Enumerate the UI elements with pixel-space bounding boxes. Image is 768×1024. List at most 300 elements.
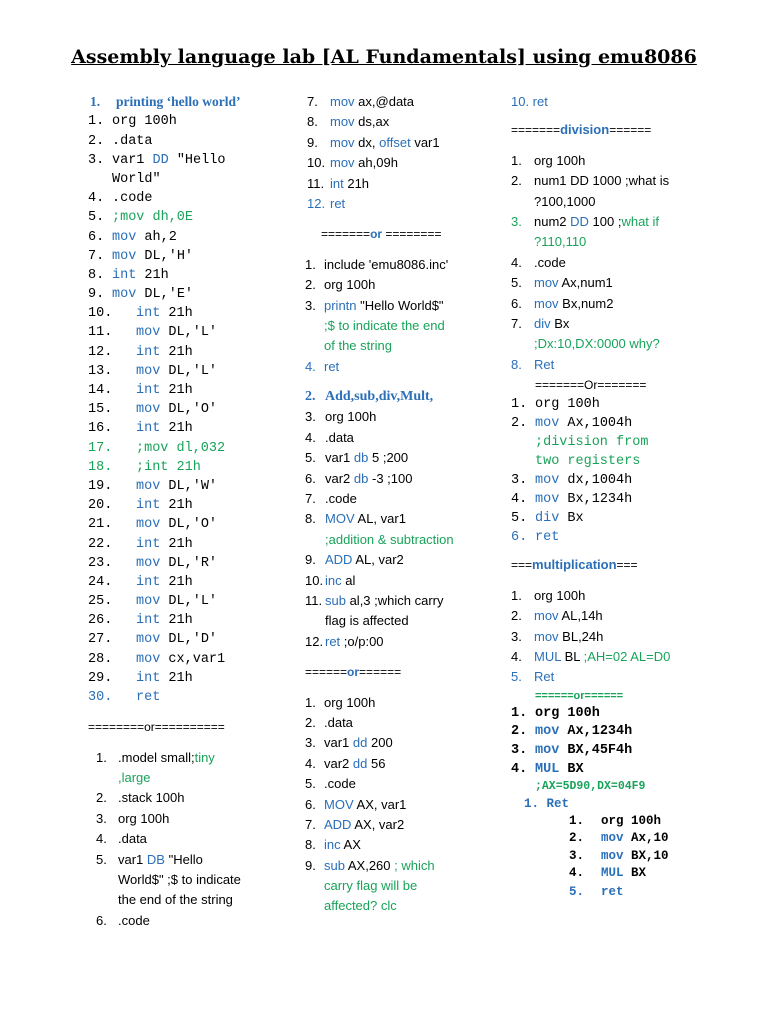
code-text: .stack 100h bbox=[118, 790, 185, 806]
code-list-hello bbox=[88, 112, 293, 707]
code-text: int 21h bbox=[136, 383, 193, 399]
line-number: 6. bbox=[511, 295, 522, 311]
code-line bbox=[305, 795, 500, 815]
line-number: 4. bbox=[305, 429, 316, 445]
code-line bbox=[305, 448, 500, 468]
code-text: var1 DD "Hello bbox=[112, 152, 226, 168]
code-text: MOV AL, var1 bbox=[325, 511, 406, 527]
code-line bbox=[88, 630, 293, 649]
code-text: printn "Hello World$" bbox=[324, 297, 444, 313]
code-text: org 100h bbox=[601, 814, 662, 829]
line-number: 5. bbox=[511, 669, 522, 685]
line-number: 2. bbox=[305, 714, 316, 730]
line-number: 2. bbox=[305, 277, 316, 293]
line-number: 3. bbox=[511, 743, 528, 758]
code-line bbox=[88, 768, 293, 788]
code-text: mov BX,10 bbox=[601, 848, 669, 863]
separator-or-div: =======Or======= bbox=[535, 378, 647, 393]
code-text: ret bbox=[535, 530, 560, 546]
code-text: inc AX bbox=[324, 837, 361, 853]
line-number: 1. bbox=[96, 749, 107, 765]
code-text: MUL BL ;AH=02 AL=D0 bbox=[534, 649, 671, 665]
code-line bbox=[88, 208, 293, 227]
code-line bbox=[511, 192, 761, 212]
code-list-include bbox=[305, 255, 500, 377]
code-line bbox=[305, 133, 500, 153]
code-line bbox=[511, 171, 761, 191]
code-text: MOV AX, var1 bbox=[324, 796, 407, 812]
code-text: .data bbox=[118, 831, 147, 847]
line-number: 5. bbox=[305, 450, 316, 466]
code-text: int 21h bbox=[136, 574, 193, 590]
code-text: org 100h bbox=[534, 587, 586, 603]
code-list-multiplication-2 bbox=[511, 705, 761, 779]
line-number: 9. bbox=[307, 134, 318, 150]
section-heading-hello: 1. printing ‘hello world’ bbox=[90, 94, 241, 109]
code-line bbox=[88, 304, 293, 323]
code-line bbox=[305, 194, 500, 214]
line-number: 6. bbox=[305, 796, 316, 812]
code-text: mov AL,14h bbox=[534, 608, 603, 624]
line-number: 29. bbox=[88, 670, 113, 686]
code-text: org 100h bbox=[534, 152, 586, 168]
code-text: mov DL,'W' bbox=[136, 478, 218, 494]
line-number: 7. bbox=[88, 248, 105, 264]
code-line bbox=[88, 381, 293, 400]
code-text: org 100h bbox=[535, 397, 600, 413]
code-line bbox=[88, 362, 293, 381]
code-line bbox=[305, 357, 500, 377]
code-line bbox=[567, 848, 761, 865]
comment-mul-result: ;AX=5D90,DX=04F9 bbox=[535, 780, 646, 794]
code-line bbox=[511, 212, 761, 232]
code-line bbox=[511, 452, 761, 471]
code-text: mov DL,'O' bbox=[136, 402, 218, 418]
code-line bbox=[88, 829, 293, 849]
code-text: sub AX,260 ; which bbox=[324, 857, 435, 873]
line-number: 3. bbox=[305, 409, 316, 425]
code-line bbox=[511, 490, 761, 509]
code-list-division bbox=[511, 151, 761, 375]
code-text: include 'emu8086.inc' bbox=[324, 256, 449, 272]
code-text: mov dx, offset var1 bbox=[330, 134, 440, 150]
code-text: .code bbox=[324, 776, 356, 792]
line-number: 8. bbox=[307, 114, 318, 130]
code-line bbox=[511, 647, 761, 667]
code-line bbox=[305, 856, 500, 876]
line-number: 7. bbox=[305, 491, 316, 507]
code-line bbox=[305, 489, 500, 509]
code-line bbox=[88, 688, 293, 707]
code-text: mov DL,'H' bbox=[112, 248, 194, 264]
line-number: 10. bbox=[305, 572, 324, 588]
code-text: var1 db 5 ;200 bbox=[325, 450, 409, 466]
code-text: org 100h bbox=[324, 694, 376, 710]
code-line bbox=[511, 723, 761, 742]
column-div-mul bbox=[511, 92, 761, 903]
line-number: 3. bbox=[511, 473, 528, 489]
line-number: 5. bbox=[511, 511, 528, 527]
line-number: 11. bbox=[305, 592, 323, 608]
code-line bbox=[511, 395, 761, 414]
line-number: 2. bbox=[569, 831, 585, 846]
code-line bbox=[88, 132, 293, 151]
code-line bbox=[88, 419, 293, 438]
line-number: 4. bbox=[511, 492, 528, 508]
code-text: int 21h bbox=[136, 498, 193, 514]
line-number: 9. bbox=[305, 552, 316, 568]
code-text: mov Ax,10 bbox=[601, 831, 669, 846]
code-text: .data bbox=[112, 133, 153, 149]
code-line bbox=[511, 528, 761, 547]
line-number: 3. bbox=[511, 213, 522, 229]
code-line-ret: 10. ret bbox=[511, 94, 548, 109]
code-text: ,large bbox=[118, 769, 151, 785]
code-list-continued bbox=[305, 92, 500, 214]
line-number: 18. bbox=[88, 459, 113, 475]
line-number: 7. bbox=[511, 315, 522, 331]
code-text: inc al bbox=[325, 572, 356, 588]
code-line bbox=[305, 407, 500, 427]
code-line bbox=[511, 742, 761, 761]
line-number: 1. bbox=[305, 694, 316, 710]
line-number: 2. bbox=[511, 724, 528, 740]
code-text: var2 dd 56 bbox=[324, 755, 386, 771]
code-text: Ret bbox=[534, 356, 555, 372]
line-number: 3. bbox=[305, 735, 316, 751]
code-line bbox=[305, 550, 500, 570]
code-line bbox=[511, 314, 761, 334]
code-text: .code bbox=[118, 912, 150, 928]
line-number: 20. bbox=[88, 498, 113, 514]
line-number: 22. bbox=[88, 536, 113, 552]
line-number: 4. bbox=[96, 831, 107, 847]
line-number: 24. bbox=[88, 574, 113, 590]
code-line bbox=[305, 153, 500, 173]
code-list-division-2 bbox=[511, 395, 761, 547]
line-number: 25. bbox=[88, 594, 113, 610]
code-line bbox=[511, 355, 761, 375]
separator-multiplication: ===multiplication=== bbox=[511, 557, 638, 573]
line-number: 8. bbox=[511, 356, 522, 372]
line-number: 7. bbox=[305, 816, 316, 832]
code-line bbox=[511, 334, 761, 354]
line-number: 15. bbox=[88, 402, 113, 418]
code-text: num1 DD 1000 ;what is bbox=[534, 173, 670, 189]
code-text: mov Ax,1004h bbox=[535, 416, 633, 432]
code-line-ret-mul: 1. Ret bbox=[524, 797, 570, 812]
line-number: 4. bbox=[569, 866, 585, 881]
code-text: Ret bbox=[534, 669, 555, 685]
line-number: 10. bbox=[88, 306, 113, 322]
code-line bbox=[305, 174, 500, 194]
line-number: 12. bbox=[88, 344, 113, 360]
code-text: flag is affected bbox=[325, 613, 409, 629]
code-text: mov DL,'L' bbox=[136, 363, 218, 379]
code-text: ;division from bbox=[535, 435, 649, 451]
code-text: ;mov dh,0E bbox=[112, 210, 194, 226]
code-line bbox=[511, 433, 761, 452]
line-number: 2. bbox=[511, 416, 528, 432]
code-text: ?100,1000 bbox=[534, 193, 596, 209]
line-number: 4. bbox=[305, 755, 316, 771]
code-text: ret bbox=[330, 195, 346, 211]
code-text: ret bbox=[324, 358, 340, 374]
code-line bbox=[88, 515, 293, 534]
code-line bbox=[511, 273, 761, 293]
code-line bbox=[567, 813, 761, 830]
code-text: .code bbox=[325, 491, 357, 507]
line-number: 3. bbox=[569, 848, 585, 863]
line-number: 12. bbox=[305, 633, 324, 649]
separator-or-mul: ======or====== bbox=[535, 689, 624, 702]
code-text: org 100h bbox=[325, 409, 377, 425]
code-text: affected? clc bbox=[324, 898, 397, 914]
code-line bbox=[511, 606, 761, 626]
code-line bbox=[511, 667, 761, 687]
code-list-add-2 bbox=[305, 693, 500, 917]
code-text: var1 dd 200 bbox=[324, 735, 393, 751]
code-text: mov DL,'E' bbox=[112, 287, 194, 303]
line-number: 8. bbox=[305, 837, 316, 853]
line-number: 4. bbox=[511, 254, 522, 270]
code-line bbox=[88, 554, 293, 573]
code-line bbox=[511, 253, 761, 273]
line-number: 2. bbox=[96, 790, 107, 806]
code-line bbox=[88, 592, 293, 611]
code-text: ;int 21h bbox=[136, 459, 201, 475]
code-line bbox=[305, 509, 500, 529]
code-line bbox=[305, 530, 500, 550]
code-text: int 21h bbox=[112, 267, 169, 283]
line-number: 4. bbox=[511, 761, 528, 777]
code-line bbox=[305, 754, 500, 774]
line-number: 11. bbox=[88, 325, 113, 341]
code-text: mov ds,ax bbox=[330, 114, 390, 130]
line-number: 13. bbox=[88, 363, 113, 379]
code-text: .code bbox=[534, 254, 566, 270]
code-text: int 21h bbox=[136, 344, 193, 360]
code-text: World" bbox=[112, 171, 161, 187]
code-text: ;mov dl,032 bbox=[136, 440, 226, 456]
line-number: 16. bbox=[88, 421, 113, 437]
code-line bbox=[305, 632, 500, 652]
line-number: 28. bbox=[88, 651, 113, 667]
line-number: 5. bbox=[305, 776, 316, 792]
code-line bbox=[88, 228, 293, 247]
code-text: MUL BX bbox=[601, 866, 647, 881]
code-line bbox=[511, 627, 761, 647]
code-text: mov Bx,num2 bbox=[534, 295, 614, 311]
code-text: .model small;tiny bbox=[118, 749, 215, 765]
code-line bbox=[305, 774, 500, 794]
line-number: 4. bbox=[305, 358, 316, 374]
code-line bbox=[88, 400, 293, 419]
line-number: 6. bbox=[511, 530, 528, 546]
code-line bbox=[511, 705, 761, 724]
line-number: 8. bbox=[88, 267, 105, 283]
column-arith bbox=[305, 92, 500, 917]
section-heading-add: 2. Add,sub,div,Mult, bbox=[305, 389, 434, 405]
code-line bbox=[305, 255, 500, 275]
page-title: Assembly language lab [AL Fundamentals] using emu8086 bbox=[71, 46, 697, 68]
code-line bbox=[305, 876, 500, 896]
code-text: ;addition & subtraction bbox=[325, 531, 454, 547]
line-number: 11. bbox=[307, 175, 325, 191]
line-number: 1. bbox=[511, 152, 522, 168]
code-text: int 21h bbox=[136, 536, 193, 552]
code-line bbox=[511, 151, 761, 171]
code-line bbox=[305, 275, 500, 295]
line-number: 21. bbox=[88, 517, 113, 533]
line-number: 23. bbox=[88, 555, 113, 571]
code-line bbox=[511, 761, 761, 780]
code-text: mov DL,'L' bbox=[136, 325, 218, 341]
code-text: two registers bbox=[535, 454, 641, 470]
code-line bbox=[511, 414, 761, 433]
code-line bbox=[305, 92, 500, 112]
code-line bbox=[88, 911, 293, 931]
line-number: 5. bbox=[511, 275, 522, 291]
code-line bbox=[511, 471, 761, 490]
code-line bbox=[88, 890, 293, 910]
code-line bbox=[305, 815, 500, 835]
code-list-multiplication-3 bbox=[511, 813, 761, 882]
code-text: int 21h bbox=[136, 306, 193, 322]
code-text: int 21h bbox=[136, 613, 193, 629]
code-line bbox=[305, 428, 500, 448]
code-text: the end of the string bbox=[118, 892, 233, 908]
code-text: int 21h bbox=[136, 670, 193, 686]
separator-or: ========or========== bbox=[88, 720, 225, 735]
separator-or-3: ======or====== bbox=[305, 665, 402, 680]
line-number: 4. bbox=[511, 649, 522, 665]
code-line bbox=[305, 571, 500, 591]
code-line bbox=[305, 733, 500, 753]
code-text: mov DL,'O' bbox=[136, 517, 218, 533]
code-line bbox=[88, 343, 293, 362]
code-text: mov dx,1004h bbox=[535, 473, 633, 489]
code-line bbox=[88, 439, 293, 458]
code-line-ret-final: 5. ret bbox=[569, 885, 624, 900]
line-number: 6. bbox=[96, 912, 107, 928]
code-line bbox=[88, 535, 293, 554]
line-number: 2. bbox=[511, 173, 522, 189]
code-line bbox=[88, 151, 293, 170]
code-text: org 100h bbox=[112, 114, 177, 130]
code-line bbox=[88, 788, 293, 808]
code-line bbox=[511, 509, 761, 528]
code-line bbox=[567, 865, 761, 882]
line-number: 14. bbox=[88, 383, 113, 399]
code-line bbox=[305, 713, 500, 733]
code-text: carry flag will be bbox=[324, 878, 418, 894]
code-text: mov ah,09h bbox=[330, 155, 398, 171]
code-text: div Bx bbox=[534, 315, 570, 331]
code-text: mov DL,'L' bbox=[136, 594, 218, 610]
line-number: 3. bbox=[305, 297, 316, 313]
line-number: 26. bbox=[88, 613, 113, 629]
code-text: .data bbox=[324, 714, 353, 730]
line-number: 2. bbox=[88, 133, 105, 149]
code-text: var1 DB "Hello bbox=[118, 851, 203, 867]
code-text: ADD AL, var2 bbox=[325, 552, 404, 568]
code-text: ret bbox=[136, 690, 161, 706]
code-text: mov ax,@data bbox=[330, 94, 415, 109]
line-number: 1. bbox=[511, 587, 522, 603]
separator-division: =======division====== bbox=[511, 122, 652, 138]
code-line bbox=[305, 296, 500, 316]
code-line bbox=[88, 323, 293, 342]
code-text: sub al,3 ;which carry bbox=[325, 592, 444, 608]
code-line bbox=[305, 591, 500, 611]
code-line bbox=[88, 477, 293, 496]
code-line bbox=[88, 748, 293, 768]
line-number: 4. bbox=[88, 191, 105, 207]
code-line bbox=[88, 170, 293, 189]
code-line bbox=[88, 112, 293, 131]
code-line bbox=[88, 285, 293, 304]
line-number: 2. bbox=[511, 608, 522, 624]
code-line bbox=[88, 650, 293, 669]
code-text: .code bbox=[112, 191, 153, 207]
code-text: ADD AX, var2 bbox=[324, 816, 405, 832]
code-text: org 100h bbox=[324, 277, 376, 293]
code-text: mov cx,var1 bbox=[136, 651, 226, 667]
code-line bbox=[305, 693, 500, 713]
code-text: ?110,110 bbox=[534, 234, 587, 250]
code-line bbox=[305, 112, 500, 132]
line-number: 6. bbox=[88, 229, 105, 245]
line-number: 5. bbox=[88, 210, 105, 226]
code-text: ret ;o/p:00 bbox=[325, 633, 384, 649]
line-number: 12. bbox=[307, 195, 326, 211]
line-number: 1. bbox=[569, 814, 585, 829]
code-line bbox=[88, 573, 293, 592]
code-line bbox=[88, 669, 293, 688]
code-line bbox=[88, 266, 293, 285]
line-number: 1. bbox=[511, 397, 528, 413]
code-text: mov BL,24h bbox=[534, 628, 604, 644]
line-number: 1. bbox=[511, 705, 528, 721]
code-text: num2 DD 100 ;what if bbox=[534, 213, 660, 229]
code-line bbox=[305, 896, 500, 916]
code-line bbox=[305, 469, 500, 489]
code-line bbox=[567, 830, 761, 847]
code-line bbox=[88, 809, 293, 829]
code-text: mov ah,2 bbox=[112, 229, 177, 245]
code-text: mov BX,45F4h bbox=[535, 743, 633, 758]
code-text: var2 db -3 ;100 bbox=[325, 470, 413, 486]
code-line bbox=[305, 611, 500, 631]
line-number: 5. bbox=[96, 851, 107, 867]
code-text: mov DL,'R' bbox=[136, 555, 218, 571]
separator-or-2: =======or ======== bbox=[321, 227, 442, 242]
code-line bbox=[88, 496, 293, 515]
code-line bbox=[511, 232, 761, 252]
line-number: 10. bbox=[307, 155, 326, 171]
code-line bbox=[88, 850, 293, 870]
code-line bbox=[88, 247, 293, 266]
code-line bbox=[88, 458, 293, 477]
code-line bbox=[305, 336, 500, 356]
code-line bbox=[305, 835, 500, 855]
code-line bbox=[88, 189, 293, 208]
code-text: mov Ax,num1 bbox=[534, 275, 613, 291]
line-number: 7. bbox=[307, 94, 318, 109]
line-number: 8. bbox=[305, 511, 316, 527]
code-text: .data bbox=[325, 429, 354, 445]
